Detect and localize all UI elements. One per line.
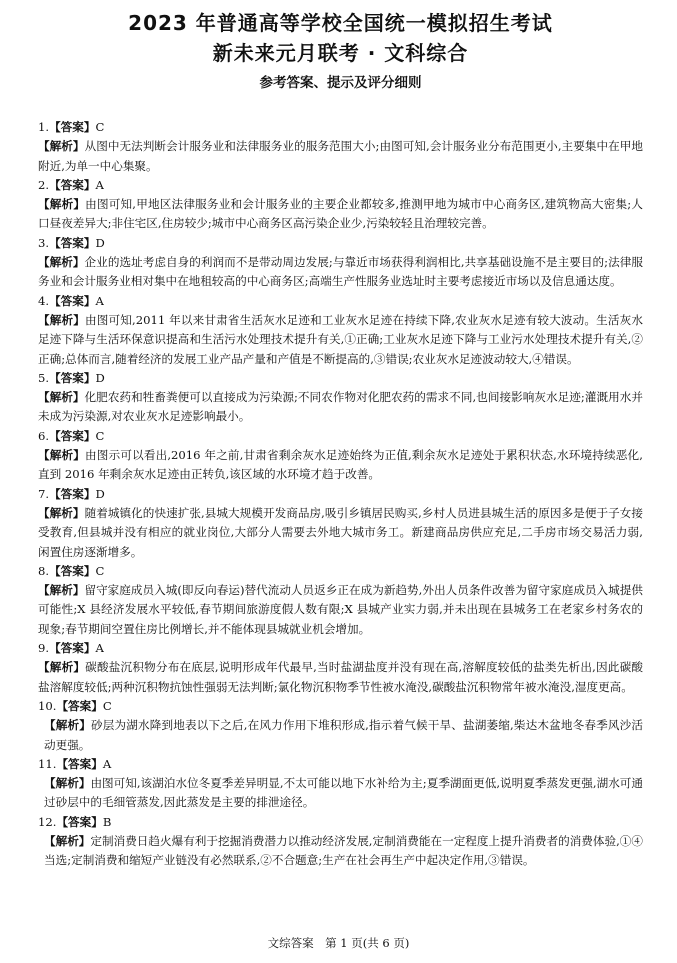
question-number: 7. — [38, 486, 50, 501]
analysis-body: 企业的选址考虑自身的利润而不是带动周边发展;与靠近市场获得利润相比,共享基础设施不是主要目的;法律服务业和会计服务业相对集中在地租较高的中心商务区;高端生产性服务业选址时主要考虑接近市场以及信息通达度。 — [38, 255, 643, 289]
question-number: 2. — [38, 177, 50, 192]
answer-item — [38, 118, 643, 176]
analysis-text — [38, 137, 643, 176]
analysis-text — [38, 774, 643, 813]
answer-line — [38, 118, 643, 137]
answer-tag: 【答案】 — [49, 563, 96, 578]
answer-item — [38, 485, 643, 562]
answer-tag: 【答案】 — [49, 370, 96, 385]
answer-item — [38, 562, 643, 639]
analysis-tag: 【解析】 — [38, 312, 86, 327]
exam-title: 2023 年普通高等学校全国统一模拟招生考试 — [128, 11, 553, 35]
page-footer: 文综答案 第 1 页(共 6 页) — [267, 936, 410, 950]
analysis-body: 定制消费日趋火爆有利于挖掘消费潜力以推动经济发展,定制消费能在一定程度上提升消费者的消费体验,①④当选;定制消费和缩短产业链没有必然联系,②不合题意;生产在社会再生产中起决定作用,③错误。 — [44, 833, 643, 868]
answer-line — [38, 292, 643, 311]
answer-line — [38, 485, 643, 504]
answer-tag: 【答案】 — [49, 177, 96, 192]
analysis-tag: 【解析】 — [44, 776, 91, 791]
analysis-text — [38, 832, 643, 871]
answer-tag: 【答案】 — [49, 235, 96, 250]
answer-letter: A — [95, 641, 104, 656]
answer-item — [38, 697, 643, 755]
analysis-tag: 【解析】 — [38, 583, 85, 598]
analysis-tag: 【解析】 — [44, 833, 91, 848]
question-number: 5. — [38, 370, 50, 385]
answer-letter: A — [95, 177, 104, 192]
analysis-tag: 【解析】 — [38, 505, 85, 520]
analysis-text — [38, 581, 643, 639]
analysis-text — [38, 195, 643, 234]
answer-item — [38, 427, 643, 485]
answer-line — [38, 755, 643, 774]
answer-item — [38, 755, 643, 813]
answer-tag: 【答案】 — [56, 756, 103, 771]
analysis-tag: 【解析】 — [38, 139, 85, 154]
answer-letter: D — [95, 486, 105, 501]
answer-tag: 【答案】 — [49, 120, 96, 134]
answer-tag: 【答案】 — [49, 641, 96, 656]
answer-tag: 【答案】 — [56, 814, 103, 829]
question-number: 1. — [38, 120, 50, 134]
answer-letter: A — [102, 756, 112, 771]
question-number: 8. — [38, 563, 50, 578]
answer-item — [38, 292, 643, 369]
question-number: 4. — [38, 293, 50, 308]
answer-letter: C — [95, 428, 105, 443]
answer-list — [38, 118, 643, 871]
answer-letter: A — [95, 293, 104, 308]
analysis-text — [38, 446, 643, 485]
answer-line — [38, 639, 643, 658]
question-number: 3. — [38, 235, 50, 250]
answer-letter: D — [95, 370, 105, 385]
answer-item — [38, 639, 643, 697]
answer-tag: 【答案】 — [49, 486, 96, 501]
analysis-body: 从图中无法判断会计服务业和法律服务业的服务范围大小;由图可知,会计服务业分布范围更小,主要集中在甲地附近,为单一中心集聚。 — [38, 139, 643, 173]
answer-tag: 【答案】 — [49, 428, 96, 443]
answer-line — [38, 176, 643, 195]
analysis-body: 留守家庭成员入城(即反向春运)替代流动人员返乡正在成为新趋势,外出人员条件改善为留守家庭成员入城提供可能性;X 县经济发展水平较低,春节期间旅游度假人数有限;X 县城产业实力弱,并未出现在县城务工在老家乡村务农的现象;春节期间空置住房比例增长,并不能体现县城就业机会增加。 — [38, 583, 643, 636]
answer-line — [38, 697, 643, 716]
question-number: 10. — [38, 698, 57, 713]
analysis-tag: 【解析】 — [38, 660, 86, 675]
answer-line — [38, 234, 643, 253]
question-number: 12. — [38, 814, 57, 829]
analysis-text — [38, 253, 643, 292]
analysis-tag: 【解析】 — [44, 718, 92, 733]
analysis-tag: 【解析】 — [38, 390, 85, 405]
question-number: 6. — [38, 428, 50, 443]
answer-letter: C — [95, 120, 105, 134]
answer-tag: 【答案】 — [56, 698, 103, 713]
exam-subtitle: 新未来元月联考 · 文科综合 — [212, 41, 469, 65]
analysis-tag: 【解析】 — [38, 255, 85, 270]
analysis-body: 由图可知,该湖泊水位冬夏季差异明显,不太可能以地下水补给为主;夏季湖面更低,说明夏季蒸发更强,湖水可通过砂层中的毛细管蒸发,因此蒸发是主要的排泄途径。 — [44, 776, 643, 810]
analysis-text — [38, 388, 643, 427]
answer-letter: D — [95, 235, 105, 250]
question-number: 9. — [38, 641, 50, 656]
answer-line — [38, 427, 643, 446]
answer-item — [38, 369, 643, 427]
answer-letter: C — [102, 698, 112, 713]
answer-letter: C — [95, 563, 105, 578]
analysis-body: 砂层为湖水降到地表以下之后,在风力作用下堆积形成,指示着气候干旱、盐湖萎缩,柴达木盆地冬春季风沙活动更强。 — [44, 718, 643, 752]
analysis-text — [38, 311, 643, 369]
question-number: 11. — [38, 756, 57, 771]
analysis-text — [38, 658, 643, 697]
answer-tag: 【答案】 — [49, 293, 96, 308]
analysis-tag: 【解析】 — [38, 197, 86, 212]
analysis-body: 由图可知,2011 年以来甘肃省生活灰水足迹和工业灰水足迹在持续下降,农业灰水足迹有较大波动。生活灰水足迹下降与生活环保意识提高和生活污水处理技术提升有关,①正确;工业灰水足迹下降与工业污水处理技术提升有关,②正确;总体而言,随着经济的发展工业产品产量和产值是不断提高的,③错误;农业灰水足迹波动较大,④错误。 — [38, 312, 643, 366]
analysis-body: 由图示可以看出,2016 年之前,甘肃省剩余灰水足迹始终为正值,剩余灰水足迹处于累积状态,水环境持续恶化,直到 2016 年剩余灰水足迹由正转负,该区域的水环境才趋于改善。 — [38, 448, 643, 482]
answer-item — [38, 813, 643, 871]
analysis-text — [38, 504, 643, 562]
answer-letter: B — [102, 814, 112, 829]
analysis-text — [38, 716, 643, 755]
analysis-body: 化肥农药和牲畜粪便可以直接成为污染源;不同农作物对化肥农药的需求不同,也间接影响灰水足迹;灌溉用水并未成为污染源,对农业灰水足迹影响最小。 — [38, 390, 643, 424]
analysis-body: 碳酸盐沉积物分布在底层,说明形成年代最早,当时盐湖盐度并没有现在高,溶解度较低的盐类先析出,因此碳酸盐溶解度较低;两种沉积物抗蚀性强弱无法判断;氯化物沉积物季节性被水淹没,碳酸盐沉积物常年被水淹没,湿度更高。 — [38, 660, 643, 694]
section-heading: 参考答案、提示及评分细则 — [259, 75, 422, 91]
answer-line — [38, 813, 643, 832]
analysis-body: 随着城镇化的快速扩张,县城大规模开发商品房,吸引乡镇居民购买,乡村人员进县城生活的原因多是便于子女接受教育,但县城并没有相应的就业岗位,大部分人需要去外地大城市务工。新建商品房供应充足,二手房市场交易活力弱,闲置住房逐渐增多。 — [38, 505, 643, 559]
answer-item — [38, 234, 643, 292]
answer-line — [38, 562, 643, 581]
analysis-tag: 【解析】 — [38, 448, 86, 463]
analysis-body: 由图可知,甲地区法律服务业和会计服务业的主要企业都较多,推测甲地为城市中心商务区,建筑物高大密集;人口昼夜差异大;非住宅区,住房较少;城市中心商务区高污染企业少,污染较轻且治理较完善。 — [38, 197, 643, 231]
answer-line — [38, 369, 643, 388]
answer-item — [38, 176, 643, 234]
